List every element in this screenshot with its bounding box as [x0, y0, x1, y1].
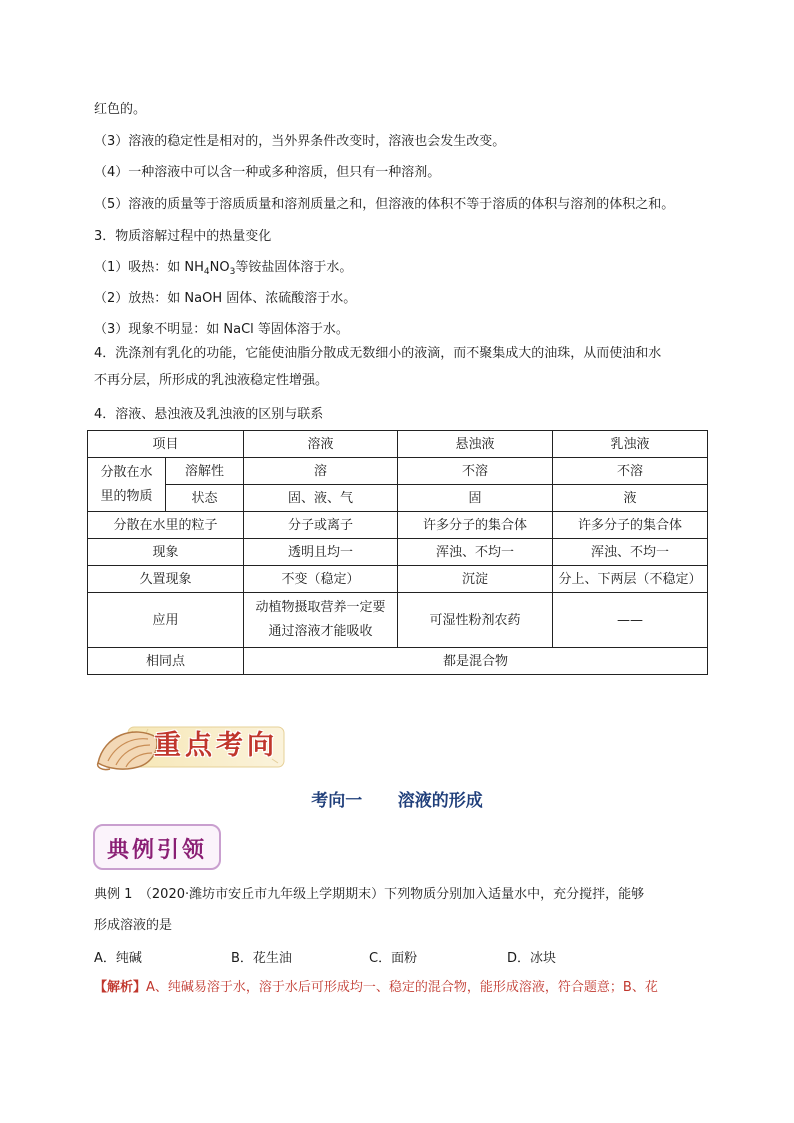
text: （1）吸热：如 NH — [94, 260, 204, 275]
analysis — [94, 979, 658, 997]
table-row — [88, 458, 708, 485]
badge-title: 典例引领 — [106, 837, 207, 863]
paragraph: （2）放热：如 NaOH 固体、浓硫酸溶于水。 — [94, 291, 357, 306]
table-cell: 不溶 — [553, 458, 708, 485]
table-cell: 相同点 — [88, 648, 244, 675]
question-text: 形成溶液的是 — [94, 918, 173, 933]
table-row — [88, 485, 708, 512]
table-cell — [88, 458, 166, 512]
text: 等铵盐固体溶于水。 — [235, 260, 353, 275]
paragraph — [94, 259, 352, 281]
subscript: 4 — [203, 267, 210, 277]
option-c: C．面粉 — [369, 951, 418, 966]
cell-line: 通过溶液才能吸收 — [268, 624, 373, 639]
answer-options — [94, 947, 714, 965]
table-row — [88, 566, 708, 593]
analysis-tag: 【解析】 — [94, 980, 147, 995]
text: NO — [209, 260, 230, 275]
table-row — [88, 593, 708, 648]
analysis-text: A、纯碱易溶于水，溶于水后可形成均一、稳定的混合物，能形成溶液，符合题意；B、花 — [146, 980, 658, 995]
section-title: 4．溶液、悬浊液及乳浊液的区别与联系 — [94, 407, 324, 422]
table-cell: 液 — [553, 485, 708, 512]
table-cell: 溶解性 — [166, 458, 244, 485]
paragraph: （5）溶液的质量等于溶质质量和溶剂质量之和，但溶液的体积不等于溶质的体积与溶剂的体积之和。 — [94, 197, 675, 212]
cell-line: 分散在水 — [100, 464, 153, 480]
table-cell: 分散在水里的粒子 — [88, 512, 244, 539]
table-cell: 都是混合物 — [244, 648, 708, 675]
table-header: 溶液 — [244, 431, 398, 458]
table-cell: 状态 — [166, 485, 244, 512]
table-cell: 现象 — [88, 539, 244, 566]
table-header: 乳浊液 — [553, 431, 708, 458]
subscript: 3 — [229, 267, 236, 277]
table-cell: 沉淀 — [398, 566, 553, 593]
option-b: B．花生油 — [231, 951, 292, 966]
table-cell: 可湿性粉剂农药 — [398, 593, 553, 648]
paragraph: （4）一种溶液中可以含一种或多种溶质，但只有一种溶剂。 — [94, 165, 441, 180]
table-cell: 分上、下两层（不稳定） — [553, 566, 708, 593]
option-d: D．冰块 — [507, 951, 557, 966]
paragraph: （3）现象不明显：如 NaCl 等固体溶于水。 — [94, 322, 349, 337]
table-cell: 固、液、气 — [244, 485, 398, 512]
paragraph: 4．洗涤剂有乳化的功能，它能使油脂分散成无数细小的液滴，而不聚集成大的油珠，从而使油和水 — [94, 346, 662, 361]
question-text: 典例 1 （2020·潍坊市安丘市九年级上学期期末）下列物质分别加入适量水中，充分搅拌，能够 — [94, 887, 645, 902]
table-row — [88, 512, 708, 539]
table-cell: —— — [553, 593, 708, 648]
option-a: A．纯碱 — [94, 951, 142, 966]
table-cell: 透明且均一 — [244, 539, 398, 566]
table-cell: 许多分子的集合体 — [553, 512, 708, 539]
banner-title: 重点考向 — [154, 730, 278, 761]
table-cell: 浑浊、不均一 — [553, 539, 708, 566]
table-cell: 浑浊、不均一 — [398, 539, 553, 566]
table-cell: 许多分子的集合体 — [398, 512, 553, 539]
table-cell: 久置现象 — [88, 566, 244, 593]
comparison-table — [87, 430, 708, 675]
table-row — [88, 539, 708, 566]
key-topics-banner — [92, 719, 288, 775]
paragraph: 不再分层，所形成的乳浊液稳定性增强。 — [94, 373, 329, 388]
table-header: 悬浊液 — [398, 431, 553, 458]
table-cell: 应用 — [88, 593, 244, 648]
topic-heading: 考向一 溶液的形成 — [311, 791, 483, 811]
cell-line: 动植物摄取营养一定要 — [255, 600, 386, 615]
table-cell: 不变（稳定） — [244, 566, 398, 593]
table-cell — [244, 593, 398, 648]
paragraph: 红色的。 — [94, 102, 147, 117]
paragraph: （3）溶液的稳定性是相对的，当外界条件改变时，溶液也会发生改变。 — [94, 134, 506, 149]
section-title: 3．物质溶解过程中的热量变化 — [94, 229, 272, 244]
table-cell: 溶 — [244, 458, 398, 485]
table-header: 项目 — [88, 431, 244, 458]
table-row — [88, 648, 708, 675]
cell-line: 里的物质 — [100, 488, 153, 504]
example-badge — [93, 824, 221, 870]
table-cell: 固 — [398, 485, 553, 512]
table-cell: 不溶 — [398, 458, 553, 485]
table-row — [88, 431, 708, 458]
table-cell: 分子或离子 — [244, 512, 398, 539]
